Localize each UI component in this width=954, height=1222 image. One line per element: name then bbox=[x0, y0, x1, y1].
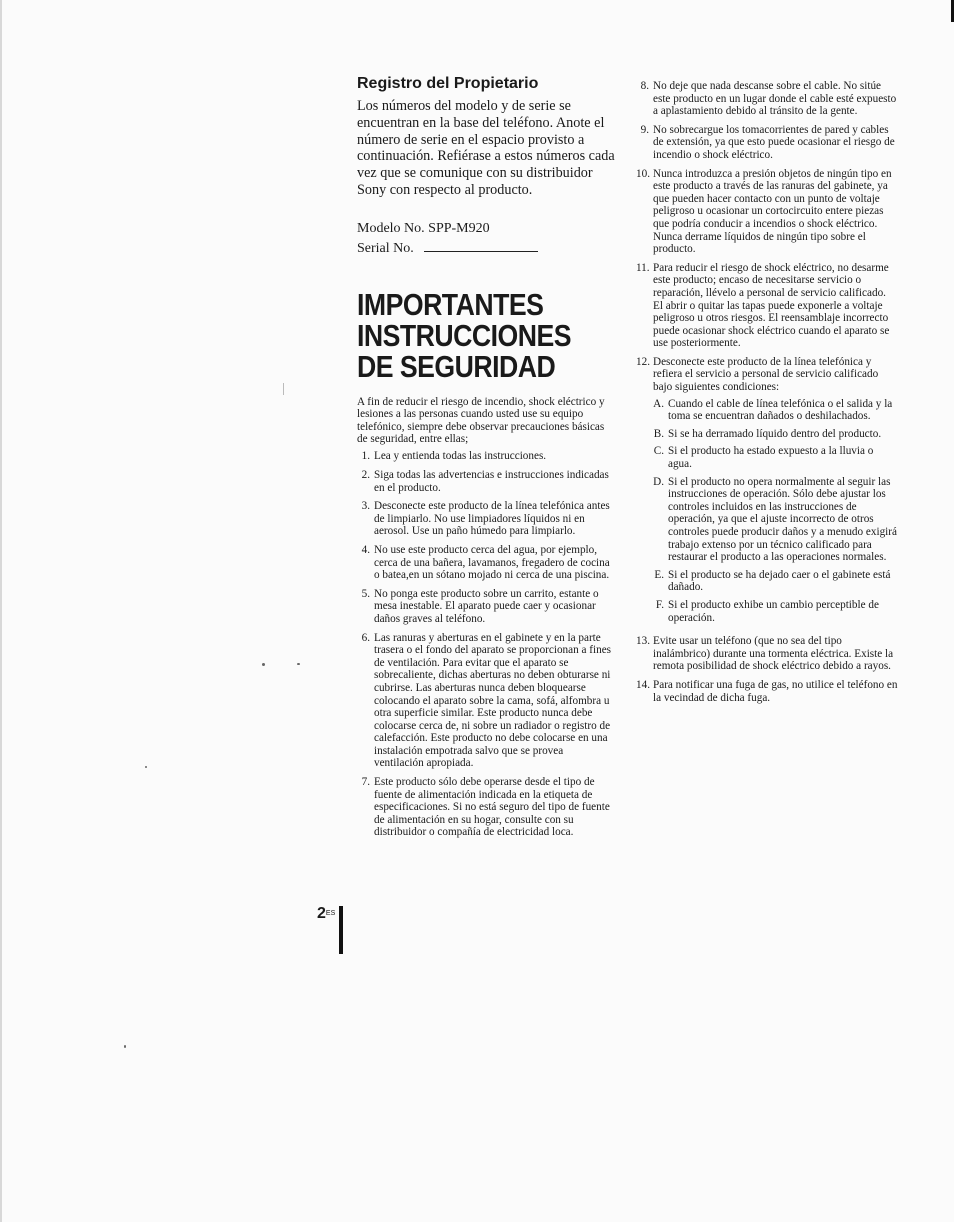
list-item: 1. Lea y entienda todas las instrucciones. bbox=[361, 450, 547, 463]
list-item: 14. Para notificar una fuga de gas, no utilice el teléfono en la vecindad de dicha fuga. bbox=[636, 678, 898, 704]
intro-paragraph: A fin de reducir el riesgo de incendio, shock eléctrico y lesiones a las personas cuando usted use su equipo telefónico, siempre debe observar precauciones básicas de seguridad, entre ellas; bbox=[357, 395, 605, 445]
page-title bbox=[357, 286, 615, 384]
list-item: 10. Nunca introduzca a presión objetos de ningún tipo en este producto a través de las ranuras del gabinete, ya que pueden hacer contacto con un punto de voltaje peligroso u ocasionar un cortocircuito entere piezas que podría conducir a incendios o shock eléctrico. Nunca derrame líquidos de ningún tipo sobre el producto. bbox=[636, 167, 892, 256]
page-number-rule bbox=[339, 906, 343, 954]
page-number: $2^{ES}$ bbox=[317, 905, 336, 922]
list-item: 8. No deje que nada descanse sobre el cable. No sitúe este producto en un lugar donde el cable esté expuesto a aplastamiento debido al tránsito de la gente. bbox=[640, 80, 897, 118]
list-item: 9. No sobrecargue los tomacorrientes de pared y cables de extensión, ya que esto puede ocasionar el riesgo de incendio o shock eléctrico. bbox=[640, 123, 895, 161]
scan-speck bbox=[262, 663, 265, 666]
left-column bbox=[357, 74, 615, 845]
page-language-suffix: ES bbox=[325, 910, 336, 917]
list-item: 2. Siga todas las advertencias e instrucciones indicadas en el producto. bbox=[361, 469, 609, 494]
instructions-list-left bbox=[357, 450, 615, 839]
scan-speck bbox=[283, 383, 284, 395]
list-item: 13. Evite usar un teléfono (que no sea del tipo inalámbrico) durante una tormenta eléctrica. Existe la remota posibilidad de shock eléctrico debido a rayos. bbox=[636, 635, 894, 673]
sub-list-item: C. Si el producto ha estado expuesto a la lluvia o agua. bbox=[653, 445, 874, 471]
list-item: 11. Para reducir el riesgo de shock eléctrico, no desarme este producto; encaso de necesitarse servicio o reparación, llévelo a personal de servicio calificado. El abrir o quitar las tapas puede exponerle a voltaje peligroso u otros riesgos. El reensamblaje incorrecto puede ocasionar shock eléctrico cuando el aparato se use posteriormente. bbox=[636, 261, 890, 350]
title-line-3: DE SEGURIDAD bbox=[357, 348, 556, 384]
owner-record-body: Los números del modelo y de serie se encuentran en la base del teléfono. Anote el número de serie en el espacio provisto a continuación. Refiérase a estos números cada vez que se comunique con su distribuidor Sony con respecto al producto. bbox=[357, 98, 615, 198]
owner-record-heading: Registro del Propietario bbox=[357, 75, 539, 92]
sub-list-item: E. Si el producto se ha dejado caer o el gabinete está dañado. bbox=[654, 568, 891, 594]
scan-edge-left bbox=[0, 0, 2, 1222]
list-item: 6. Las ranuras y aberturas en el gabinete y en la parte trasera o el fondo del aparato se proporcionan a fines de ventilación. Para evitar que el aparato se sobrecaliente, dichas aberturas no deben obturarse ni cubrirse. Las aberturas nunca deben bloquearse colocando el aparato sobre la cama, sofá, alfombra u otra superficie similar. Este producto nunca debe colocarse cerca de, ni sobre un radiador o registro de calefacción. Este producto no debe colocarse en una instalación empotrada salvo que se provea ventilación apropiada. bbox=[361, 631, 612, 770]
list-item: 3. Desconecte este producto de la línea telefónica antes de limpiarlo. No use limpiadores líquidos ni en aerosol. Use un paño húmedo para limpiarlo. bbox=[361, 500, 610, 538]
serial-label: Serial No. bbox=[357, 240, 414, 256]
sub-list-item: A. Cuando el cable de línea telefónica o el salida y la toma se encuentran dañados o deshilachados. bbox=[653, 397, 893, 423]
right-column bbox=[636, 80, 898, 710]
sub-list-item: F. Si el producto exhibe un cambio perceptible de operación. bbox=[655, 598, 879, 624]
model-serial-block bbox=[357, 219, 615, 259]
serial-row bbox=[357, 239, 615, 259]
instructions-list-right bbox=[636, 80, 898, 704]
list-item: 7. Este producto sólo debe operarse desde el tipo de fuente de alimentación indicada en la etiqueta de especificaciones. Si no está seguro del tipo de fuente de alimentación en su hogar, consulte con su distribuidor o compañía de electricidad loca. bbox=[361, 776, 610, 839]
title-line-1: IMPORTANTES bbox=[357, 286, 544, 322]
scan-speck bbox=[297, 663, 300, 665]
conditions-sublist bbox=[653, 398, 898, 625]
serial-blank-line bbox=[424, 239, 538, 252]
model-number: Modelo No. SPP-M920 bbox=[357, 220, 490, 236]
sub-list-item: D. Si el producto no opera normalmente al seguir las instrucciones de operación. Sólo debe ajustar los controles incluidos en las instrucciones de operación, ya que el ajuste incorrecto de otros controles puede producir daños y a menudo exigirá trabajo extenso por un técnico calificado para restaurar el producto a las operaciones normales. bbox=[653, 475, 897, 564]
list-item: 12. Desconecte este producto de la línea telefónica y refiera el servicio a personal de servicio calificado bajo siguientes condiciones: A. Cuando el cable de línea telefónica o el salida y la toma se encuentran dañados o deshilachados. B. Si se ha derramado líquido dentro del producto. C. Si el producto ha estado expuesto a la lluvia o agua. D. Si el producto no opera normalmente al seguir las instrucciones de operación. Sólo debe ajustar los controles incluidos en las instrucciones de operación, ya que el ajuste incorrecto de otros controles puede producir daños y a menudo exigirá trabajo extenso por un técnico calificado para restaurar el producto a las operaciones normales. E. Si el producto se ha dejado caer o el gabinete está dañado. F. Si el producto exhibe un cambio perceptible de operación. bbox=[636, 355, 897, 624]
title-line-2: INSTRUCCIONES bbox=[357, 317, 571, 353]
scan-speck bbox=[145, 766, 147, 768]
list-item: 4. No use este producto cerca del agua, por ejemplo, cerca de una bañera, lavamanos, fregadero de cocina o batea,en un sótano mojado ni cerca de una piscina. bbox=[361, 543, 610, 582]
scan-speck bbox=[124, 1045, 126, 1048]
list-item: 5. No ponga este producto sobre un carrito, estante o mesa inestable. El aparato puede caer y ocasionar daños graves al teléfono. bbox=[361, 587, 599, 625]
sub-list-item: B. Si se ha derramado líquido dentro del producto. bbox=[653, 427, 882, 440]
